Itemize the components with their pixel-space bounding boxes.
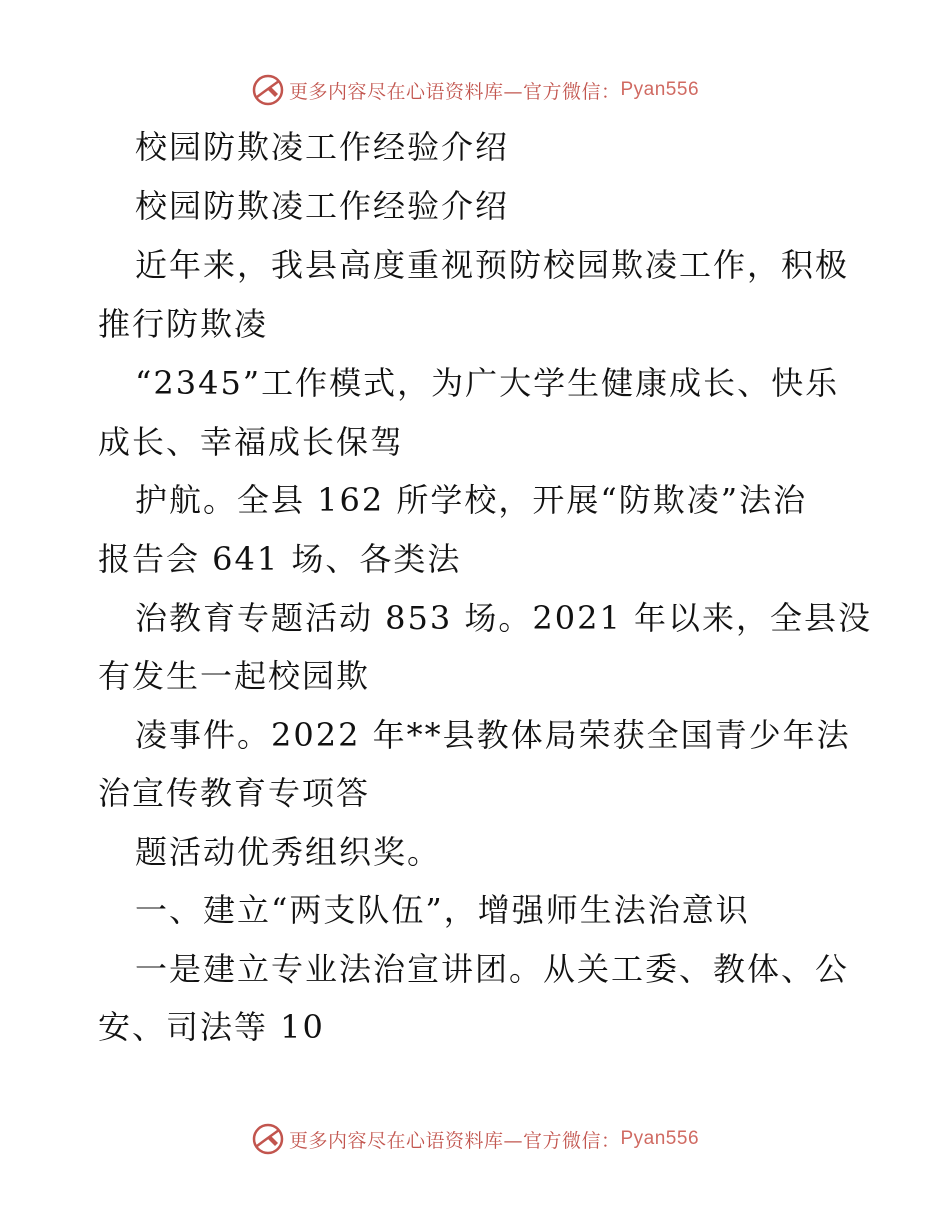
body-line: 推行防欺凌 bbox=[98, 305, 269, 343]
section-heading: 一、建立“两支队伍”，增强师生法治意识 bbox=[135, 891, 750, 929]
body-line: 护航。全县 162 所学校，开展“防欺凌”法治 bbox=[135, 481, 808, 519]
body-line: 一是建立专业法治宣讲团。从关工委、教体、公 bbox=[135, 950, 850, 988]
watermark-text: 更多内容尽在心语资料库—官方微信： bbox=[288, 1129, 621, 1152]
pen-circle-logo-icon bbox=[251, 73, 285, 107]
body-line: “2345”工作模式，为广大学生健康成长、快乐 bbox=[135, 364, 840, 402]
pen-circle-logo-icon bbox=[251, 1122, 285, 1156]
body-line: 安、司法等 10 bbox=[98, 1008, 325, 1046]
doc-title-repeat: 校园防欺凌工作经验介绍 bbox=[135, 187, 510, 225]
body-line: 有发生一起校园欺 bbox=[98, 657, 371, 695]
body-line: 近年来，我县高度重视预防校园欺凌工作，积极 bbox=[135, 246, 850, 284]
body-line: 题活动优秀组织奖。 bbox=[135, 833, 442, 871]
body-line: 报告会 641 场、各类法 bbox=[98, 540, 462, 578]
watermark-account: Pyan556 bbox=[620, 79, 700, 100]
body-line: 治宣传教育专项答 bbox=[98, 774, 371, 812]
watermark-account: Pyan556 bbox=[620, 1128, 700, 1149]
body-line: 成长、幸福成长保驾 bbox=[98, 423, 405, 461]
body-line: 治教育专题活动 853 场。2021 年以来，全县没 bbox=[135, 599, 873, 637]
doc-title: 校园防欺凌工作经验介绍 bbox=[135, 128, 510, 166]
watermark-text: 更多内容尽在心语资料库—官方微信： bbox=[288, 80, 621, 103]
watermark-header bbox=[0, 70, 950, 110]
watermark-footer bbox=[0, 1119, 950, 1159]
body-line: 凌事件。2022 年**县教体局荣获全国青少年法 bbox=[135, 716, 851, 754]
